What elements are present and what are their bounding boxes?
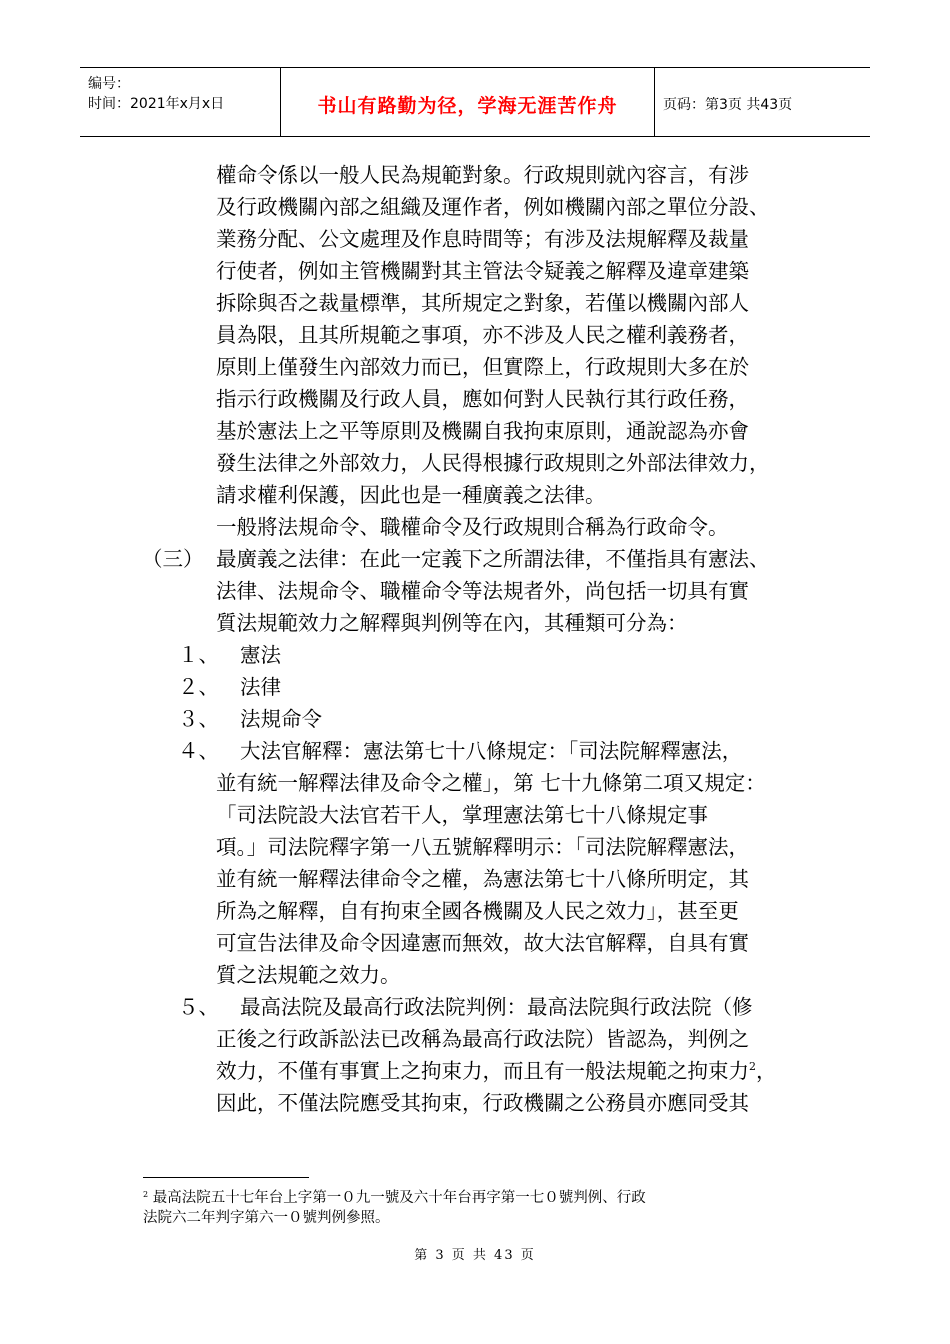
header-meta-cell xyxy=(80,68,281,136)
list-item-text: 憲法 xyxy=(240,643,281,667)
list-item-text: 因此，不僅法院應受其拘束，行政機關之公務員亦應同受其 xyxy=(216,1091,749,1115)
list-item-number: ４、 xyxy=(178,739,219,763)
list-item-text: 所為之解釋，自有拘束全國各機關及人民之效力」，甚至更 xyxy=(216,899,739,923)
body-line: 基於憲法上之平等原則及機關自我拘束原則，通說認為亦會 xyxy=(216,419,749,443)
body-line: 權命令係以一般人民為規範對象。行政規則就內容言，有涉 xyxy=(216,163,749,187)
footnote-line xyxy=(143,1207,390,1229)
body-line: 請求權利保護，因此也是一種廣義之法律。 xyxy=(216,483,606,507)
list-item-text: 可宣告法律及命令因違憲而無效，故大法官解釋，自具有實 xyxy=(216,931,749,955)
document-header xyxy=(80,67,870,137)
section-line: 法律、法規命令、職權命令等法規者外，尚包括一切具有實 xyxy=(216,579,749,603)
list-item-text-with-ref xyxy=(216,1056,777,1086)
body-line: 原則上僅發生內部效力而已，但實際上，行政規則大多在於 xyxy=(216,355,749,379)
footnote-text: 最高法院五十七年台上字第一０九一號及六十年台再字第一七０號判例、行政 xyxy=(152,1190,646,1206)
section-line: 質法規範效力之解釋與判例等在內，其種類可分為： xyxy=(216,611,688,635)
header-motto: 书山有路勤为径，学海无涯苦作舟 xyxy=(317,94,618,117)
section-line: 最廣義之法律：在此一定義下之所謂法律，不僅指具有憲法、 xyxy=(216,547,770,571)
footnote-reference[interactable]: 2 xyxy=(749,1060,756,1073)
list-item-number: １、 xyxy=(178,643,219,667)
footnote-marker: 2 xyxy=(143,1190,149,1199)
footnote-line xyxy=(143,1184,646,1209)
footnote-separator xyxy=(143,1177,309,1178)
section-marker: （三） xyxy=(142,547,204,571)
body-line: 業務分配、公文處理及作息時間等；有涉及法規解釋及裁量 xyxy=(216,227,749,251)
list-item-text: 法律 xyxy=(240,675,281,699)
header-page-info: 页码：第3页 共43页 xyxy=(663,97,793,113)
list-item-text: 最高法院及最高行政法院判例：最高法院與行政法院（修 xyxy=(240,995,753,1019)
body-line: 拆除與否之裁量標準，其所規定之對象，若僅以機關內部人 xyxy=(216,291,749,315)
list-item-text: 法規命令 xyxy=(240,707,322,731)
list-item-text: 「司法院設大法官若干人，掌理憲法第七十八條規定事 xyxy=(216,803,708,827)
footnote-text: 法院六二年判字第六一０號判例參照。 xyxy=(143,1210,390,1226)
list-item-number: ５、 xyxy=(178,995,219,1019)
list-item-text: 正後之行政訴訟法已改稱為最高行政法院）皆認為，判例之 xyxy=(216,1027,749,1051)
body-line: 發生法律之外部效力，人民得根據行政規則之外部法律效力， xyxy=(216,451,770,475)
header-page-cell xyxy=(655,68,870,136)
body-line: 一般將法規命令、職權命令及行政規則合稱為行政命令。 xyxy=(216,515,729,539)
page-footer: 第 3 页 共 43 页 xyxy=(414,1248,536,1263)
header-motto-cell xyxy=(281,68,655,136)
body-line: 員為限，且其所規範之事項，亦不涉及人民之權利義務者， xyxy=(216,323,749,347)
body-line: 指示行政機關及行政人員，應如何對人民執行其行政任務， xyxy=(216,387,749,411)
body-line: 及行政機關內部之組織及運作者，例如機關內部之單位分設、 xyxy=(216,195,770,219)
body-line: 行使者，例如主管機關對其主管法令疑義之解釋及違章建築 xyxy=(216,259,749,283)
list-item-number: ３、 xyxy=(178,707,219,731)
list-item-text: 並有統一解釋法律命令之權，為憲法第七十八條所明定，其 xyxy=(216,867,749,891)
header-time-label: 时间：2021年x月x日 xyxy=(88,96,225,112)
list-item-text: 大法官解釋：憲法第七十八條規定：「司法院解釋憲法， xyxy=(240,739,743,763)
header-number-label: 编号： xyxy=(88,76,130,92)
ref-punctuation: ， xyxy=(756,1059,777,1083)
list-item-text: 質之法規範之效力。 xyxy=(216,963,401,987)
list-item-text: 項。」司法院釋字第一八五號解釋明示：「司法院解釋憲法， xyxy=(216,835,749,859)
list-item-text: 效力，不僅有事實上之拘束力，而且有一般法規範之拘束力 xyxy=(216,1059,749,1083)
list-item-number: ２、 xyxy=(178,675,219,699)
list-item-text: 並有統一解釋法律及命令之權」，第 七十九條第二項又規定： xyxy=(216,771,766,795)
